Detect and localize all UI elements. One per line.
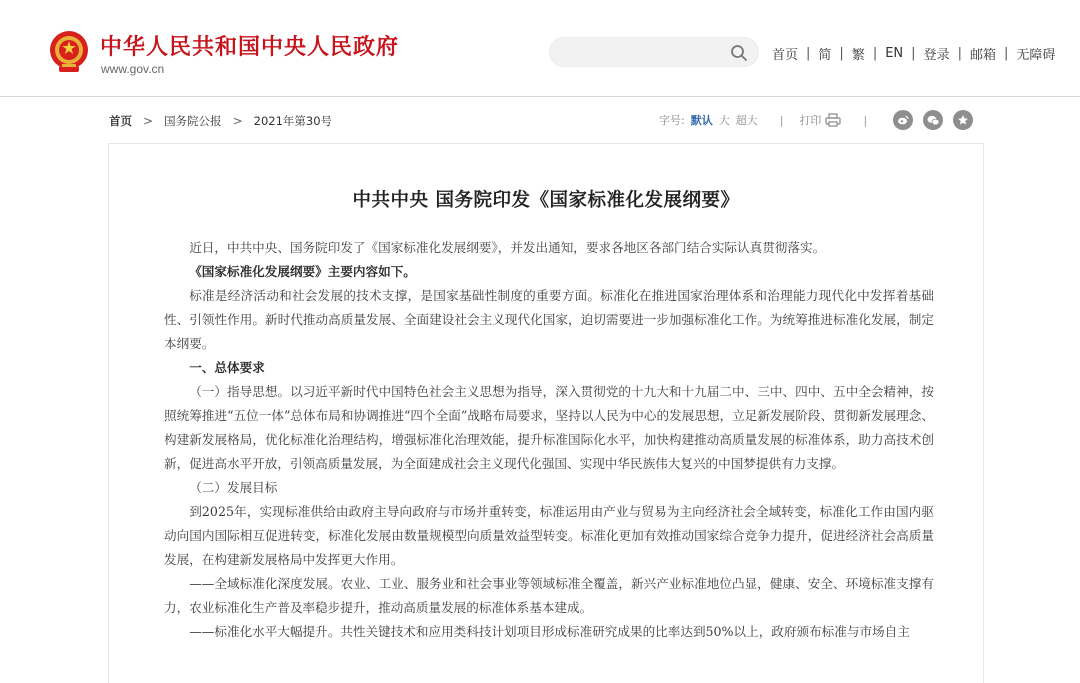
article-body [164,236,934,644]
nav-english-link[interactable]: EN [885,46,904,61]
article-paragraph: 到2025年，实现标准供给由政府主导向政府与市场并重转变，标准运用由产业与贸易为主向经济社会全域转变，标准化工作由国内驱动向国内国际相互促进转变，标准化发展由数量规模型向质量效益型转变。标准化更加有效推动国家综合竞争力提升，促进经济社会高质量发展，在构建新发展格局中发挥更大作用。 [164,504,934,567]
breadcrumb-gazette[interactable]: 国务院公报 [164,114,222,128]
nav-separator: | [911,46,916,61]
toolbar-divider: | [863,113,868,127]
site-domain: www.gov.cn [101,62,165,76]
search-input[interactable] [564,44,724,62]
print-label[interactable]: 打印 [799,114,822,127]
breadcrumb-home[interactable]: 首页 [109,114,132,128]
font-size-large[interactable]: 大 [718,114,730,127]
nav-simplified-link[interactable]: 简 [818,48,832,63]
chevron-right-icon: > [143,114,154,128]
national-emblem-icon[interactable] [48,30,90,74]
article-card [108,143,984,683]
site-header [0,0,1080,97]
article-paragraph: ——全域标准化深度发展。农业、工业、服务业和社会事业等领域标准全覆盖，新兴产业标准地位凸显，健康、安全、环境标准支撑有力，农业标准化生产普及率稳步提升，推动高质量发展的标准体系基本建成。 [164,576,934,615]
nav-accessibility-link[interactable]: 无障碍 [1016,48,1056,63]
subsection-heading: （二）发展目标 [189,480,278,495]
print-icon[interactable] [825,113,841,127]
article-title: 中共中央 国务院印发《国家标准化发展纲要》 [352,190,740,211]
article-paragraph: ——标准化水平大幅提升。共性关键技术和应用类科技计划项目形成标准研究成果的比率达到50%以上，政府颁布标准与市场自主 [189,624,910,639]
nav-separator: | [806,46,811,61]
nav-separator: | [957,46,962,61]
toolbar-divider: | [779,113,784,127]
chevron-right-icon: > [232,114,243,128]
font-size-label: 字号: [659,114,685,127]
site-title[interactable]: 中华人民共和国中央人民政府 [100,35,400,60]
breadcrumb-issue[interactable]: 2021年第30号 [253,114,333,128]
top-nav [772,44,1055,63]
font-size-xlarge[interactable]: 超大 [735,114,758,127]
nav-mail-link[interactable]: 邮箱 [969,48,996,63]
nav-separator: | [839,46,844,61]
search-icon[interactable] [730,44,748,62]
article-paragraph: 《国家标准化发展纲要》主要内容如下。 [189,264,416,279]
article-paragraph: 标准是经济活动和社会发展的技术支撑，是国家基础性制度的重要方面。标准化在推进国家治理体系和治理能力现代化中发挥着基础性、引领性作用。新时代推动高质量发展、全面建设社会主义现代化国家，迫切需要进一步加强标准化工作。为统筹推进标准化发展，制定本纲要。 [164,288,934,351]
article-paragraph: （一）指导思想。以习近平新时代中国特色社会主义思想为指导，深入贯彻党的十九大和十九届二中、三中、四中、五中全会精神，按照统筹推进“五位一体”总体布局和协调推进“四个全面”战略布局要求，坚持以人民为中心的发展思想，立足新发展阶段、贯彻新发展理念、构建新发展格局，优化标准化治理结构，增强标准化治理效能，提升标准国际化水平，加快构建推动高质量发展的标准体系，助力高技术创新，促进高水平开放，引领高质量发展，为全面建成社会主义现代化强国、实现中华民族伟大复兴的中国梦提供有力支撑。 [164,384,934,471]
font-size-default[interactable]: 默认 [690,114,713,127]
favorite-icon[interactable] [953,110,973,130]
article-paragraph: 近日，中共中央、国务院印发了《国家标准化发展纲要》，并发出通知，要求各地区各部门结合实际认真贯彻落实。 [189,240,826,255]
nav-login-link[interactable]: 登录 [923,48,950,63]
section-heading: 一、总体要求 [189,360,265,375]
article-tools [659,111,973,129]
nav-traditional-link[interactable]: 繁 [851,48,865,63]
breadcrumb [109,113,332,129]
weibo-icon[interactable] [893,110,913,130]
nav-separator: | [1003,46,1009,61]
search-box [549,37,759,67]
nav-home-link[interactable]: 首页 [772,48,799,63]
wechat-icon[interactable] [923,110,943,130]
nav-separator: | [872,46,878,61]
